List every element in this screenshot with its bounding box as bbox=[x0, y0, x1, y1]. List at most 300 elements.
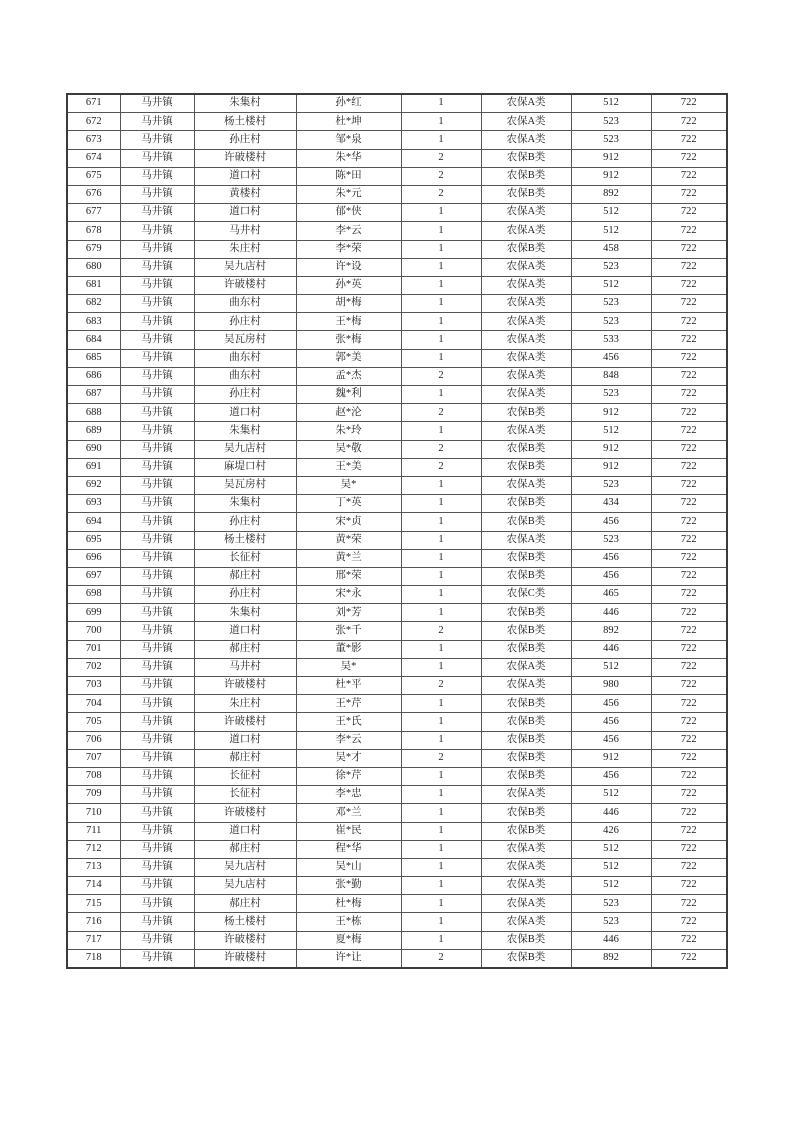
cell-name: 吴* bbox=[296, 476, 401, 494]
cell-name: 黄*荣 bbox=[296, 531, 401, 549]
cell-count: 1 bbox=[401, 313, 481, 331]
cell-amount: 912 bbox=[571, 167, 651, 185]
cell-village: 郝庄村 bbox=[194, 895, 296, 913]
cell-fixed: 722 bbox=[651, 276, 727, 294]
cell-count: 1 bbox=[401, 658, 481, 676]
cell-fixed: 722 bbox=[651, 713, 727, 731]
cell-count: 2 bbox=[401, 404, 481, 422]
cell-category: 农保A类 bbox=[481, 422, 571, 440]
cell-category: 农保A类 bbox=[481, 349, 571, 367]
cell-count: 1 bbox=[401, 586, 481, 604]
cell-seq: 674 bbox=[67, 149, 120, 167]
cell-count: 1 bbox=[401, 495, 481, 513]
cell-town: 马井镇 bbox=[120, 822, 194, 840]
cell-town: 马井镇 bbox=[120, 749, 194, 767]
cell-town: 马井镇 bbox=[120, 458, 194, 476]
table-row bbox=[67, 858, 727, 876]
cell-village: 杨土楼村 bbox=[194, 531, 296, 549]
cell-village: 吴九店村 bbox=[194, 258, 296, 276]
cell-name: 王*芹 bbox=[296, 695, 401, 713]
cell-town: 马井镇 bbox=[120, 240, 194, 258]
cell-name: 吴*敬 bbox=[296, 440, 401, 458]
cell-count: 1 bbox=[401, 476, 481, 494]
cell-town: 马井镇 bbox=[120, 604, 194, 622]
cell-town: 马井镇 bbox=[120, 476, 194, 494]
cell-town: 马井镇 bbox=[120, 895, 194, 913]
cell-amount: 456 bbox=[571, 349, 651, 367]
cell-count: 1 bbox=[401, 295, 481, 313]
cell-village: 许破楼村 bbox=[194, 149, 296, 167]
cell-seq: 710 bbox=[67, 804, 120, 822]
cell-seq: 676 bbox=[67, 185, 120, 203]
cell-seq: 697 bbox=[67, 567, 120, 585]
cell-category: 农保A类 bbox=[481, 895, 571, 913]
cell-village: 道口村 bbox=[194, 404, 296, 422]
cell-fixed: 722 bbox=[651, 367, 727, 385]
cell-amount: 892 bbox=[571, 185, 651, 203]
cell-fixed: 722 bbox=[651, 567, 727, 585]
cell-fixed: 722 bbox=[651, 349, 727, 367]
cell-amount: 912 bbox=[571, 149, 651, 167]
cell-name: 李*云 bbox=[296, 731, 401, 749]
cell-village: 朱集村 bbox=[194, 422, 296, 440]
cell-name: 吴*才 bbox=[296, 749, 401, 767]
cell-amount: 512 bbox=[571, 840, 651, 858]
cell-count: 2 bbox=[401, 185, 481, 203]
cell-fixed: 722 bbox=[651, 204, 727, 222]
table-row bbox=[67, 331, 727, 349]
cell-town: 马井镇 bbox=[120, 404, 194, 422]
table-row bbox=[67, 567, 727, 585]
cell-count: 1 bbox=[401, 331, 481, 349]
cell-category: 农保B类 bbox=[481, 767, 571, 785]
cell-seq: 678 bbox=[67, 222, 120, 240]
cell-seq: 701 bbox=[67, 640, 120, 658]
table-row bbox=[67, 695, 727, 713]
cell-count: 1 bbox=[401, 386, 481, 404]
cell-town: 马井镇 bbox=[120, 313, 194, 331]
cell-seq: 704 bbox=[67, 695, 120, 713]
cell-count: 2 bbox=[401, 749, 481, 767]
cell-name: 黄*兰 bbox=[296, 549, 401, 567]
cell-village: 孙庄村 bbox=[194, 513, 296, 531]
cell-name: 李*云 bbox=[296, 222, 401, 240]
cell-fixed: 722 bbox=[651, 622, 727, 640]
cell-name: 王*氏 bbox=[296, 713, 401, 731]
cell-village: 曲东村 bbox=[194, 295, 296, 313]
cell-fixed: 722 bbox=[651, 586, 727, 604]
cell-category: 农保A类 bbox=[481, 367, 571, 385]
cell-category: 农保A类 bbox=[481, 877, 571, 895]
cell-village: 朱集村 bbox=[194, 604, 296, 622]
cell-fixed: 722 bbox=[651, 476, 727, 494]
cell-village: 道口村 bbox=[194, 622, 296, 640]
table-row bbox=[67, 476, 727, 494]
table-row bbox=[67, 458, 727, 476]
cell-count: 2 bbox=[401, 677, 481, 695]
cell-count: 2 bbox=[401, 949, 481, 968]
cell-village: 道口村 bbox=[194, 204, 296, 222]
table-row bbox=[67, 749, 727, 767]
cell-fixed: 722 bbox=[651, 240, 727, 258]
cell-category: 农保B类 bbox=[481, 458, 571, 476]
cell-amount: 912 bbox=[571, 458, 651, 476]
cell-fixed: 722 bbox=[651, 640, 727, 658]
cell-count: 1 bbox=[401, 604, 481, 622]
cell-seq: 691 bbox=[67, 458, 120, 476]
cell-fixed: 722 bbox=[651, 386, 727, 404]
cell-fixed: 722 bbox=[651, 858, 727, 876]
cell-seq: 681 bbox=[67, 276, 120, 294]
cell-name: 孟*杰 bbox=[296, 367, 401, 385]
cell-name: 邹*泉 bbox=[296, 131, 401, 149]
table-row bbox=[67, 295, 727, 313]
cell-village: 吴九店村 bbox=[194, 858, 296, 876]
cell-fixed: 722 bbox=[651, 458, 727, 476]
cell-fixed: 722 bbox=[651, 531, 727, 549]
cell-seq: 688 bbox=[67, 404, 120, 422]
cell-count: 2 bbox=[401, 167, 481, 185]
cell-seq: 671 bbox=[67, 94, 120, 113]
table-row bbox=[67, 658, 727, 676]
cell-seq: 677 bbox=[67, 204, 120, 222]
table-row bbox=[67, 640, 727, 658]
cell-category: 农保B类 bbox=[481, 931, 571, 949]
cell-fixed: 722 bbox=[651, 786, 727, 804]
cell-fixed: 722 bbox=[651, 258, 727, 276]
cell-village: 孙庄村 bbox=[194, 586, 296, 604]
cell-count: 1 bbox=[401, 786, 481, 804]
cell-fixed: 722 bbox=[651, 677, 727, 695]
cell-category: 农保B类 bbox=[481, 440, 571, 458]
cell-count: 1 bbox=[401, 113, 481, 131]
cell-name: 郁*侠 bbox=[296, 204, 401, 222]
cell-village: 长征村 bbox=[194, 549, 296, 567]
cell-count: 1 bbox=[401, 767, 481, 785]
table-row bbox=[67, 240, 727, 258]
cell-category: 农保B类 bbox=[481, 622, 571, 640]
cell-amount: 446 bbox=[571, 931, 651, 949]
cell-name: 王*美 bbox=[296, 458, 401, 476]
cell-count: 1 bbox=[401, 713, 481, 731]
cell-village: 孙庄村 bbox=[194, 313, 296, 331]
cell-count: 1 bbox=[401, 240, 481, 258]
cell-name: 邓*兰 bbox=[296, 804, 401, 822]
cell-town: 马井镇 bbox=[120, 840, 194, 858]
cell-category: 农保B类 bbox=[481, 640, 571, 658]
table-row bbox=[67, 349, 727, 367]
cell-village: 道口村 bbox=[194, 167, 296, 185]
cell-name: 朱*元 bbox=[296, 185, 401, 203]
table-row bbox=[67, 167, 727, 185]
table-row bbox=[67, 404, 727, 422]
cell-count: 1 bbox=[401, 931, 481, 949]
cell-village: 道口村 bbox=[194, 822, 296, 840]
cell-count: 1 bbox=[401, 204, 481, 222]
cell-name: 张*千 bbox=[296, 622, 401, 640]
cell-amount: 512 bbox=[571, 422, 651, 440]
cell-amount: 523 bbox=[571, 531, 651, 549]
cell-seq: 695 bbox=[67, 531, 120, 549]
cell-amount: 523 bbox=[571, 913, 651, 931]
cell-seq: 694 bbox=[67, 513, 120, 531]
cell-seq: 705 bbox=[67, 713, 120, 731]
cell-village: 杨土楼村 bbox=[194, 113, 296, 131]
cell-amount: 458 bbox=[571, 240, 651, 258]
cell-name: 张*勤 bbox=[296, 877, 401, 895]
cell-amount: 456 bbox=[571, 513, 651, 531]
cell-name: 杜*平 bbox=[296, 677, 401, 695]
cell-category: 农保B类 bbox=[481, 167, 571, 185]
cell-town: 马井镇 bbox=[120, 94, 194, 113]
cell-seq: 711 bbox=[67, 822, 120, 840]
cell-town: 马井镇 bbox=[120, 640, 194, 658]
cell-village: 郝庄村 bbox=[194, 640, 296, 658]
cell-seq: 693 bbox=[67, 495, 120, 513]
cell-seq: 672 bbox=[67, 113, 120, 131]
table-row bbox=[67, 204, 727, 222]
cell-village: 马井村 bbox=[194, 658, 296, 676]
cell-category: 农保A类 bbox=[481, 222, 571, 240]
cell-amount: 456 bbox=[571, 767, 651, 785]
cell-town: 马井镇 bbox=[120, 349, 194, 367]
cell-fixed: 722 bbox=[651, 440, 727, 458]
cell-category: 农保A类 bbox=[481, 204, 571, 222]
cell-town: 马井镇 bbox=[120, 495, 194, 513]
table-row bbox=[67, 313, 727, 331]
cell-town: 马井镇 bbox=[120, 622, 194, 640]
cell-village: 许破楼村 bbox=[194, 804, 296, 822]
cell-fixed: 722 bbox=[651, 495, 727, 513]
cell-seq: 684 bbox=[67, 331, 120, 349]
cell-amount: 980 bbox=[571, 677, 651, 695]
cell-village: 长征村 bbox=[194, 786, 296, 804]
cell-town: 马井镇 bbox=[120, 713, 194, 731]
cell-name: 孙*英 bbox=[296, 276, 401, 294]
cell-amount: 912 bbox=[571, 404, 651, 422]
cell-name: 宋*永 bbox=[296, 586, 401, 604]
cell-fixed: 722 bbox=[651, 549, 727, 567]
cell-fixed: 722 bbox=[651, 422, 727, 440]
table-row bbox=[67, 258, 727, 276]
cell-amount: 446 bbox=[571, 640, 651, 658]
cell-town: 马井镇 bbox=[120, 167, 194, 185]
cell-amount: 512 bbox=[571, 222, 651, 240]
cell-town: 马井镇 bbox=[120, 185, 194, 203]
table-row bbox=[67, 586, 727, 604]
cell-fixed: 722 bbox=[651, 767, 727, 785]
cell-village: 长征村 bbox=[194, 767, 296, 785]
cell-name: 夏*梅 bbox=[296, 931, 401, 949]
cell-fixed: 722 bbox=[651, 313, 727, 331]
cell-town: 马井镇 bbox=[120, 149, 194, 167]
cell-name: 徐*芹 bbox=[296, 767, 401, 785]
cell-town: 马井镇 bbox=[120, 786, 194, 804]
cell-amount: 512 bbox=[571, 94, 651, 113]
cell-village: 朱集村 bbox=[194, 495, 296, 513]
cell-name: 朱*华 bbox=[296, 149, 401, 167]
cell-name: 邢*荣 bbox=[296, 567, 401, 585]
cell-amount: 523 bbox=[571, 295, 651, 313]
cell-village: 曲东村 bbox=[194, 349, 296, 367]
cell-village: 孙庄村 bbox=[194, 386, 296, 404]
table-row bbox=[67, 222, 727, 240]
table-row bbox=[67, 604, 727, 622]
cell-village: 吴九店村 bbox=[194, 440, 296, 458]
table-body bbox=[67, 94, 727, 968]
cell-name: 宋*贞 bbox=[296, 513, 401, 531]
cell-category: 农保A类 bbox=[481, 786, 571, 804]
cell-count: 1 bbox=[401, 640, 481, 658]
cell-seq: 715 bbox=[67, 895, 120, 913]
cell-category: 农保B类 bbox=[481, 713, 571, 731]
cell-village: 杨土楼村 bbox=[194, 913, 296, 931]
cell-amount: 512 bbox=[571, 877, 651, 895]
cell-town: 马井镇 bbox=[120, 877, 194, 895]
cell-category: 农保B类 bbox=[481, 749, 571, 767]
cell-village: 吴瓦房村 bbox=[194, 331, 296, 349]
cell-name: 魏*利 bbox=[296, 386, 401, 404]
cell-name: 王*栋 bbox=[296, 913, 401, 931]
cell-amount: 512 bbox=[571, 276, 651, 294]
cell-count: 1 bbox=[401, 513, 481, 531]
cell-category: 农保C类 bbox=[481, 586, 571, 604]
cell-village: 朱庄村 bbox=[194, 240, 296, 258]
cell-name: 张*梅 bbox=[296, 331, 401, 349]
cell-fixed: 722 bbox=[651, 113, 727, 131]
table-row bbox=[67, 913, 727, 931]
cell-amount: 912 bbox=[571, 749, 651, 767]
cell-seq: 700 bbox=[67, 622, 120, 640]
cell-category: 农保B类 bbox=[481, 567, 571, 585]
cell-count: 2 bbox=[401, 440, 481, 458]
table-row bbox=[67, 113, 727, 131]
cell-town: 马井镇 bbox=[120, 258, 194, 276]
cell-count: 1 bbox=[401, 695, 481, 713]
cell-amount: 446 bbox=[571, 804, 651, 822]
cell-village: 道口村 bbox=[194, 731, 296, 749]
cell-fixed: 722 bbox=[651, 931, 727, 949]
cell-seq: 709 bbox=[67, 786, 120, 804]
cell-amount: 848 bbox=[571, 367, 651, 385]
cell-category: 农保B类 bbox=[481, 949, 571, 968]
cell-village: 许破楼村 bbox=[194, 276, 296, 294]
cell-seq: 703 bbox=[67, 677, 120, 695]
cell-amount: 456 bbox=[571, 567, 651, 585]
table-row bbox=[67, 367, 727, 385]
table-row bbox=[67, 822, 727, 840]
cell-seq: 717 bbox=[67, 931, 120, 949]
cell-seq: 706 bbox=[67, 731, 120, 749]
cell-name: 赵*沦 bbox=[296, 404, 401, 422]
cell-name: 杜*坤 bbox=[296, 113, 401, 131]
cell-amount: 456 bbox=[571, 695, 651, 713]
benefits-table bbox=[66, 93, 728, 969]
cell-count: 1 bbox=[401, 131, 481, 149]
table-row bbox=[67, 786, 727, 804]
cell-amount: 523 bbox=[571, 476, 651, 494]
table-row bbox=[67, 440, 727, 458]
cell-name: 孙*红 bbox=[296, 94, 401, 113]
cell-seq: 675 bbox=[67, 167, 120, 185]
cell-village: 朱集村 bbox=[194, 94, 296, 113]
cell-town: 马井镇 bbox=[120, 913, 194, 931]
cell-amount: 512 bbox=[571, 658, 651, 676]
cell-category: 农保A类 bbox=[481, 677, 571, 695]
cell-amount: 892 bbox=[571, 622, 651, 640]
cell-amount: 446 bbox=[571, 604, 651, 622]
cell-amount: 892 bbox=[571, 949, 651, 968]
cell-seq: 683 bbox=[67, 313, 120, 331]
cell-category: 农保B类 bbox=[481, 240, 571, 258]
cell-amount: 523 bbox=[571, 113, 651, 131]
table-row bbox=[67, 131, 727, 149]
cell-amount: 523 bbox=[571, 386, 651, 404]
cell-amount: 512 bbox=[571, 858, 651, 876]
cell-seq: 696 bbox=[67, 549, 120, 567]
cell-count: 2 bbox=[401, 622, 481, 640]
cell-category: 农保A类 bbox=[481, 913, 571, 931]
cell-fixed: 722 bbox=[651, 658, 727, 676]
cell-category: 农保B类 bbox=[481, 149, 571, 167]
cell-count: 1 bbox=[401, 549, 481, 567]
table-row bbox=[67, 185, 727, 203]
cell-count: 2 bbox=[401, 149, 481, 167]
cell-fixed: 722 bbox=[651, 149, 727, 167]
cell-count: 1 bbox=[401, 222, 481, 240]
cell-count: 1 bbox=[401, 94, 481, 113]
table-row bbox=[67, 513, 727, 531]
cell-category: 农保A类 bbox=[481, 658, 571, 676]
table-row bbox=[67, 549, 727, 567]
cell-count: 1 bbox=[401, 913, 481, 931]
table-row bbox=[67, 895, 727, 913]
cell-town: 马井镇 bbox=[120, 731, 194, 749]
cell-town: 马井镇 bbox=[120, 804, 194, 822]
cell-category: 农保B类 bbox=[481, 731, 571, 749]
cell-count: 1 bbox=[401, 731, 481, 749]
cell-category: 农保A类 bbox=[481, 386, 571, 404]
cell-category: 农保B类 bbox=[481, 513, 571, 531]
cell-seq: 685 bbox=[67, 349, 120, 367]
cell-town: 马井镇 bbox=[120, 422, 194, 440]
cell-count: 1 bbox=[401, 349, 481, 367]
cell-category: 农保B类 bbox=[481, 695, 571, 713]
cell-seq: 692 bbox=[67, 476, 120, 494]
cell-fixed: 722 bbox=[651, 131, 727, 149]
cell-seq: 713 bbox=[67, 858, 120, 876]
cell-fixed: 722 bbox=[651, 749, 727, 767]
cell-count: 1 bbox=[401, 822, 481, 840]
cell-town: 马井镇 bbox=[120, 858, 194, 876]
cell-count: 1 bbox=[401, 804, 481, 822]
table-row bbox=[67, 531, 727, 549]
cell-town: 马井镇 bbox=[120, 931, 194, 949]
cell-category: 农保B类 bbox=[481, 804, 571, 822]
cell-category: 农保A类 bbox=[481, 476, 571, 494]
cell-seq: 687 bbox=[67, 386, 120, 404]
cell-fixed: 722 bbox=[651, 331, 727, 349]
cell-category: 农保A类 bbox=[481, 531, 571, 549]
cell-village: 郝庄村 bbox=[194, 567, 296, 585]
cell-seq: 712 bbox=[67, 840, 120, 858]
table-row bbox=[67, 804, 727, 822]
cell-count: 1 bbox=[401, 858, 481, 876]
cell-amount: 426 bbox=[571, 822, 651, 840]
cell-seq: 679 bbox=[67, 240, 120, 258]
table-row bbox=[67, 767, 727, 785]
table-row bbox=[67, 94, 727, 113]
